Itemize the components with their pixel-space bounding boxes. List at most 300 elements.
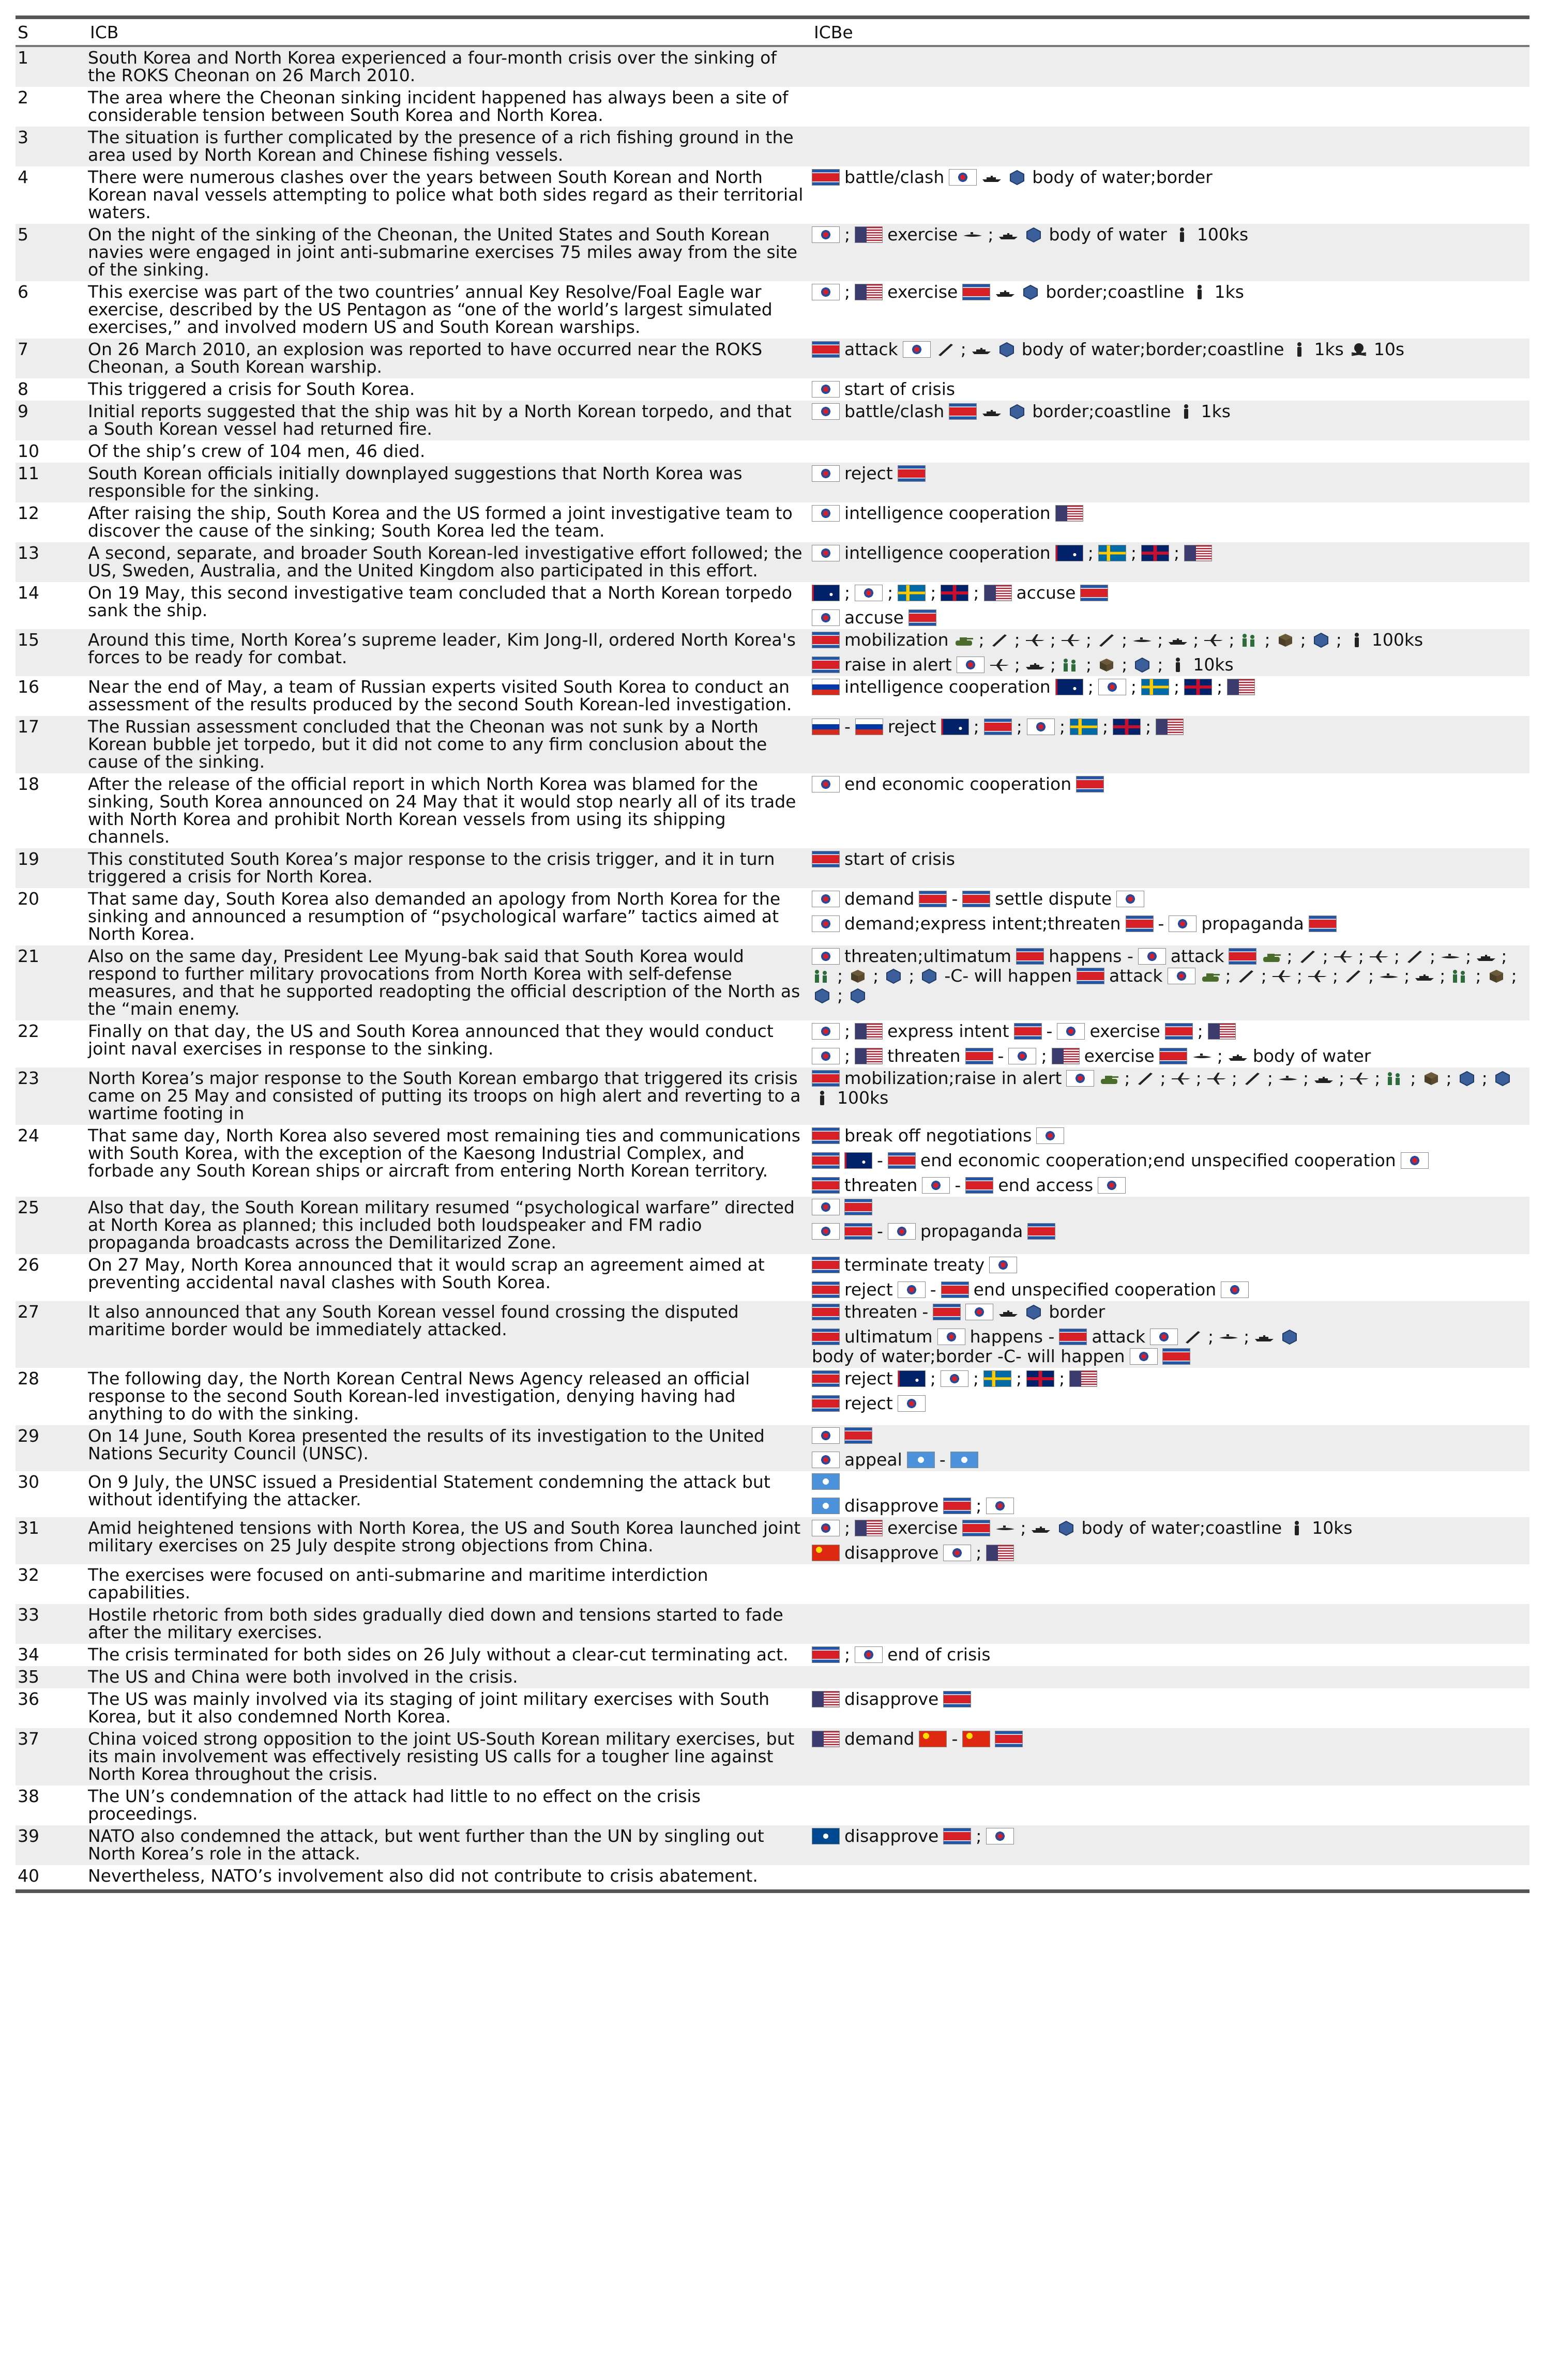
row-number: 30 <box>18 1472 39 1492</box>
table-row <box>16 224 1529 281</box>
south-korea-flag-icon <box>1116 891 1144 907</box>
north-korea-flag-icon <box>812 1070 840 1087</box>
ship-icon <box>1031 1520 1051 1536</box>
event-text: ; <box>1231 1068 1237 1088</box>
event-text: ; <box>973 716 979 737</box>
skull-icon <box>1349 342 1369 357</box>
event-text: demand;express intent;threaten <box>844 913 1121 934</box>
icb-text: That same day, North Korea also severed most remaining ties and communications with South Korea, with the exception of the Kaesong Industrial Complex, and forbade any South Korean ships or aircraft from entering North Korean territory. <box>88 1125 800 1181</box>
icbe-event <box>812 584 1529 602</box>
jet-icon <box>1025 632 1046 648</box>
event-text: end unspecified cooperation <box>973 1279 1217 1300</box>
icb-text: On the night of the sinking of the Cheonan, the United States and South Korean navies were engaged in joint anti-submarine exercises 75 miles away from the site of the sinking. <box>88 224 798 280</box>
event-text: - <box>997 1046 1004 1066</box>
jet-icon <box>1203 632 1224 648</box>
icbe-event <box>812 1451 1529 1469</box>
icbe-cell <box>812 1303 1529 1365</box>
icbe-event <box>812 226 1529 243</box>
event-text: ; <box>1261 966 1267 986</box>
icbe-cell <box>812 775 1529 846</box>
sweden-flag-icon <box>898 585 926 601</box>
event-text: ; <box>1122 630 1128 650</box>
event-text: ; <box>960 339 966 359</box>
table-row <box>16 1688 1529 1728</box>
event-text: ; <box>887 583 893 603</box>
north-korea-flag-icon <box>898 465 926 482</box>
event-text: reject <box>844 463 893 483</box>
south-korea-flag-icon <box>812 916 840 932</box>
event-text: ; <box>1244 1326 1250 1347</box>
north-korea-flag-icon <box>812 1281 840 1298</box>
icb-text: On 27 May, North Korea announced that it would scrap an agreement aimed at preventing accidental naval clashes with South Korea. <box>88 1255 765 1292</box>
event-text: ; <box>1124 1068 1130 1088</box>
us-flag-icon <box>855 284 883 300</box>
south-korea-flag-icon <box>937 1329 965 1345</box>
us-flag-icon <box>1227 679 1255 695</box>
row-number: 32 <box>18 1565 39 1585</box>
north-korea-flag-icon <box>962 1520 990 1536</box>
event-text: reject <box>844 1279 893 1300</box>
north-korea-flag-icon <box>1014 1023 1042 1040</box>
submarine-icon <box>1192 1048 1213 1064</box>
icbe-event <box>812 1690 1529 1708</box>
icbe-cell <box>812 1690 1529 1726</box>
icb-text: It also announced that any South Korean vessel found crossing the disputed maritime border would be immediately attacked. <box>88 1302 739 1339</box>
icbe-event <box>812 1177 1529 1194</box>
us-flag-icon <box>855 226 883 243</box>
south-korea-flag-icon <box>812 776 840 792</box>
event-text: ; <box>1322 946 1328 966</box>
sweden-flag-icon <box>1070 719 1098 735</box>
north-korea-flag-icon <box>941 1281 969 1298</box>
event-text: ; <box>1511 966 1517 986</box>
icb-text: Also that day, the South Korean military resumed “psychological warfare” directed at North Korea as planned; this included both loudspeaker and FM radio propaganda broadcasts across the Demilitarized Zone. <box>88 1197 795 1253</box>
event-text: happens - <box>1049 946 1133 966</box>
australia-flag-icon <box>898 1370 926 1387</box>
south-korea-flag-icon <box>1401 1152 1429 1169</box>
event-text: ; <box>1475 966 1481 986</box>
person-icon <box>1168 657 1188 673</box>
icb-text: This triggered a crisis for South Korea. <box>88 379 415 399</box>
south-korea-flag-icon <box>812 1199 840 1215</box>
row-number: 5 <box>18 224 28 245</box>
event-text: -C- will happen <box>944 966 1072 986</box>
table-body <box>16 47 1529 1887</box>
event-text: ; <box>1050 630 1056 650</box>
south-korea-flag-icon <box>812 1520 840 1536</box>
un-flag-icon <box>812 1473 840 1490</box>
icb-text: On 19 May, this second investigative team concluded that a North Korean torpedo sank the ship. <box>88 583 793 620</box>
south-korea-flag-icon <box>941 1370 968 1387</box>
submarine-icon <box>1132 632 1153 648</box>
submarine-icon <box>1278 1071 1298 1086</box>
ship-icon <box>1228 1048 1248 1064</box>
un-flag-icon <box>907 1452 935 1468</box>
icbe-cell <box>812 1730 1529 1783</box>
icbe-event <box>812 1646 1529 1664</box>
south-korea-flag-icon <box>1008 1048 1036 1064</box>
south-korea-flag-icon <box>812 891 840 907</box>
event-text: - <box>939 1450 946 1470</box>
uk-flag-icon <box>1141 545 1169 561</box>
person-icon <box>1286 1520 1307 1536</box>
south-korea-flag-icon <box>986 1498 1014 1514</box>
row-number: 34 <box>18 1644 39 1665</box>
event-text: reject <box>844 1393 893 1413</box>
row-number: 13 <box>18 543 39 563</box>
event-text: accuse <box>844 607 904 628</box>
jet-icon <box>1171 1071 1191 1086</box>
icbe-event <box>812 775 1529 793</box>
event-text: reject <box>887 716 936 737</box>
cube-icon <box>847 968 868 984</box>
event-text: - <box>877 1150 883 1170</box>
ship-icon <box>1254 1329 1275 1345</box>
person-icon <box>1189 284 1210 300</box>
event-text: ; <box>930 1368 936 1389</box>
event-text: ; <box>1157 654 1163 675</box>
us-flag-icon <box>812 1691 840 1707</box>
event-text: - <box>951 1729 958 1749</box>
south-korea-flag-icon <box>812 226 840 243</box>
ship-icon <box>995 284 1016 300</box>
north-korea-flag-icon <box>812 1152 840 1169</box>
row-number: 24 <box>18 1125 39 1146</box>
event-text: ; <box>1217 677 1223 697</box>
nato-flag-icon <box>812 1828 840 1844</box>
bottom-rule <box>16 1889 1529 1893</box>
event-text: ; <box>1374 1068 1381 1088</box>
terrain-icon <box>1492 1071 1513 1086</box>
missile-icon <box>1404 949 1425 964</box>
submarine-icon <box>962 227 983 242</box>
row-number: 17 <box>18 716 39 737</box>
north-korea-flag-icon <box>1027 1223 1055 1240</box>
icb-text: North Korea’s major response to the South Korean embargo that triggered its crisis came on 25 May and consisted of putting its troops on high alert and reverting to a wartime footing in <box>88 1068 801 1123</box>
event-text: body of water;border;coastline <box>1021 339 1284 359</box>
icbe-cell <box>812 1827 1529 1863</box>
icbe-cell <box>812 1427 1529 1469</box>
icb-text: The US and China were both involved in the crisis. <box>88 1667 518 1687</box>
tank-icon <box>1099 1071 1119 1086</box>
sweden-flag-icon <box>1141 679 1169 695</box>
event-text: ; <box>1041 1046 1047 1066</box>
event-text: propaganda <box>1201 913 1304 934</box>
event-text: ; <box>1016 1368 1022 1389</box>
event-text: ; <box>844 1021 851 1041</box>
icb-text: A second, separate, and broader South Korean-led investigative effort followed; the US, Sweden, Australia, and the United Kingdom also participated in this effort. <box>88 543 802 581</box>
icbe-event <box>812 678 1529 696</box>
event-text: attack <box>1109 966 1163 986</box>
icbe-cell <box>812 850 1529 886</box>
event-text: - <box>877 1221 883 1241</box>
event-text: ; <box>988 224 994 245</box>
event-text: appeal <box>844 1450 902 1470</box>
event-text: disapprove <box>844 1826 939 1846</box>
north-korea-flag-icon <box>1159 1048 1187 1064</box>
icb-text: Hostile rhetoric from both sides gradually died down and tensions started to fade after the military exercises. <box>88 1605 783 1642</box>
north-korea-flag-icon <box>1309 916 1337 932</box>
event-text: ; <box>844 282 851 302</box>
row-number: 15 <box>18 630 39 650</box>
event-text: propaganda <box>920 1221 1023 1241</box>
submarine-icon <box>1379 968 1399 984</box>
event-text: ; <box>1300 630 1306 650</box>
icb-text: NATO also condemned the attack, but went further than the UN by singling out North Korea’s role in the attack. <box>88 1826 764 1864</box>
icbe-event <box>812 1223 1529 1240</box>
north-korea-flag-icon <box>1059 1329 1087 1345</box>
north-korea-flag-icon <box>949 403 977 420</box>
event-text: break off negotiations <box>844 1125 1032 1146</box>
us-flag-icon <box>855 1520 883 1536</box>
row-number: 4 <box>18 167 28 187</box>
table-row <box>16 1125 1529 1197</box>
north-korea-flag-icon <box>812 1257 840 1273</box>
south-korea-flag-icon <box>1168 968 1195 984</box>
south-korea-flag-icon <box>1098 679 1126 695</box>
us-flag-icon <box>855 1048 883 1064</box>
icb-text: Initial reports suggested that the ship was hit by a North Korean torpedo, and that a South Korean vessel had returned fire. <box>88 401 792 439</box>
event-text: exercise <box>1084 1046 1155 1066</box>
event-text: intelligence cooperation <box>844 543 1051 563</box>
table-row <box>16 1604 1529 1644</box>
table-row <box>16 945 1529 1020</box>
row-number: 20 <box>18 889 39 909</box>
table-row <box>16 127 1529 166</box>
event-text: settle dispute <box>995 889 1112 909</box>
icbe-cell <box>812 341 1529 376</box>
event-text: disapprove <box>844 1543 939 1563</box>
tank-icon <box>953 632 974 648</box>
event-text: attack <box>844 339 898 359</box>
russia-flag-icon <box>855 719 883 735</box>
north-korea-flag-icon <box>812 657 840 673</box>
us-flag-icon <box>1052 1048 1080 1064</box>
icbe-event <box>812 1281 1529 1299</box>
table-row <box>16 629 1529 676</box>
south-korea-flag-icon <box>957 657 984 673</box>
us-flag-icon <box>812 1731 840 1747</box>
table-row <box>16 1825 1529 1865</box>
event-text: ; <box>908 966 915 986</box>
event-text: happens - <box>970 1326 1055 1347</box>
row-number: 37 <box>18 1729 39 1749</box>
missile-icon <box>1297 949 1318 964</box>
south-korea-flag-icon <box>812 609 840 626</box>
north-korea-flag-icon <box>812 851 840 867</box>
us-flag-icon <box>1055 505 1083 522</box>
event-text: ; <box>973 1368 979 1389</box>
ship-icon <box>998 227 1019 242</box>
china-flag-icon <box>919 1731 947 1747</box>
event-text: ; <box>1020 1518 1026 1538</box>
table-row <box>16 378 1529 401</box>
south-korea-flag-icon <box>1066 1070 1094 1087</box>
row-number: 21 <box>18 946 39 966</box>
table-row <box>16 1564 1529 1604</box>
icbe-cell <box>812 403 1529 438</box>
event-text: - <box>930 1279 936 1300</box>
un-flag-icon <box>812 1498 840 1514</box>
row-number: 28 <box>18 1368 39 1389</box>
event-text: exercise <box>1089 1021 1160 1041</box>
event-text: ; <box>1173 543 1180 563</box>
icb-text: On 9 July, the UNSC issued a Presidential Statement condemning the attack but without identifying the attacker. <box>88 1472 770 1509</box>
north-korea-flag-icon <box>812 1177 840 1194</box>
table-row <box>16 1728 1529 1786</box>
person-icon <box>1172 227 1192 242</box>
north-korea-flag-icon <box>933 1304 961 1320</box>
icb-text: Also on the same day, President Lee Myung-bak said that South Korea would respond to further military provocations from North Korea with self-defense measures, and that he supported readopting the official description of the North as the “main enemy. <box>88 946 800 1019</box>
row-number: 38 <box>18 1786 39 1806</box>
icbe-event <box>812 718 1529 736</box>
row-number: 16 <box>18 677 39 697</box>
event-text: ; <box>978 630 984 650</box>
event-text: ; <box>1059 716 1065 737</box>
event-text: 1ks <box>1314 339 1344 359</box>
row-number: 2 <box>18 87 28 108</box>
ship-icon <box>1025 657 1046 673</box>
icbe-cell <box>812 1199 1529 1252</box>
south-korea-flag-icon <box>812 505 840 522</box>
us-flag-icon <box>984 585 1012 601</box>
table-row <box>16 87 1529 127</box>
table-row <box>16 1786 1529 1825</box>
south-korea-flag-icon <box>965 1304 993 1320</box>
north-korea-flag-icon <box>919 891 947 907</box>
jet-icon <box>1349 1071 1370 1086</box>
terrain-icon <box>1020 284 1041 300</box>
event-text: end economic cooperation <box>844 774 1072 794</box>
icb-text: The following day, the North Korean Central News Agency released an official response to the second South Korean-led investigation, denying having had anything to do with the sinking. <box>88 1368 750 1424</box>
event-text: exercise <box>887 224 958 245</box>
south-korea-flag-icon <box>1057 1023 1085 1040</box>
event-text: end of crisis <box>887 1644 991 1665</box>
north-korea-flag-icon <box>908 609 936 626</box>
event-text: border <box>1049 1302 1105 1322</box>
icb-text: The Russian assessment concluded that the Cheonan was not sunk by a North Korean bubble jet torpedo, but it did not come to any firm conclusion about the cause of the sinking. <box>88 716 767 772</box>
icbe-event <box>812 631 1529 649</box>
event-text: ; <box>1465 946 1472 966</box>
north-korea-flag-icon <box>984 719 1012 735</box>
icbe-cell <box>812 129 1529 164</box>
row-number: 10 <box>18 441 39 461</box>
icbe-event <box>812 1070 1529 1107</box>
event-text: ; <box>1087 677 1094 697</box>
missile-icon <box>1135 1071 1156 1086</box>
north-korea-flag-icon <box>1080 585 1108 601</box>
table-row <box>16 1517 1529 1564</box>
event-text: battle/clash <box>844 167 945 187</box>
us-flag-icon <box>1069 1370 1097 1387</box>
event-text: ; <box>930 583 936 603</box>
terrain-icon <box>1023 1304 1044 1320</box>
icbe-event <box>812 1047 1529 1065</box>
ship-icon <box>981 170 1002 185</box>
event-text: ; <box>1014 630 1020 650</box>
icbe-event <box>812 1473 1529 1490</box>
icb-text: China voiced strong opposition to the joint US-South Korean military exercises, but its main involvement was effectively resisting US calls for a tougher line against North Korea throughout the crisis. <box>88 1729 795 1784</box>
icb-text: The situation is further complicated by the presence of a rich fishing ground in the area used by North Korean and Chinese fishing vessels. <box>88 127 794 165</box>
event-text: 10ks <box>1193 654 1234 675</box>
icbe-event <box>812 1256 1529 1274</box>
event-text: ; <box>1050 654 1056 675</box>
north-korea-flag-icon <box>812 1370 840 1387</box>
event-text: attack <box>1170 946 1224 966</box>
icbe-cell <box>812 1668 1529 1686</box>
missile-icon <box>935 342 956 357</box>
south-korea-flag-icon <box>1036 1127 1064 1144</box>
event-text: ; <box>1286 946 1293 966</box>
event-text: threaten <box>887 1046 961 1066</box>
north-korea-flag-icon <box>812 169 840 186</box>
icbe-cell <box>812 1023 1529 1065</box>
icb-text: South Korean officials initially downplayed suggestions that North Korea was responsible for the sinking. <box>88 463 743 501</box>
uk-flag-icon <box>1026 1370 1054 1387</box>
event-text: ; <box>1225 966 1231 986</box>
terrain-icon <box>1056 1520 1077 1536</box>
icbe-event <box>812 1427 1529 1444</box>
event-text: ; <box>1358 946 1364 966</box>
event-text: ; <box>1016 716 1022 737</box>
terrain-icon <box>847 988 868 1003</box>
us-flag-icon <box>986 1545 1014 1561</box>
icbe-cell <box>812 948 1529 1018</box>
row-number: 6 <box>18 282 28 302</box>
south-korea-flag-icon <box>986 1828 1014 1844</box>
icbe-cell <box>812 1606 1529 1641</box>
event-text: ; <box>1193 630 1199 650</box>
icbe-cell <box>812 505 1529 540</box>
icbe-cell <box>812 544 1529 579</box>
event-text: exercise <box>887 1518 958 1538</box>
sweden-flag-icon <box>983 1370 1011 1387</box>
north-korea-flag-icon <box>962 891 990 907</box>
us-flag-icon <box>1208 1023 1236 1040</box>
table-row <box>16 1254 1529 1301</box>
soldiers-icon <box>1239 632 1260 648</box>
icbe-event <box>812 850 1529 868</box>
event-text: mobilization <box>844 630 949 650</box>
row-number: 27 <box>18 1302 39 1322</box>
icbe-cell <box>812 226 1529 279</box>
event-text: exercise <box>887 282 958 302</box>
north-korea-flag-icon <box>844 1199 872 1215</box>
icbe-cell <box>812 49 1529 84</box>
jet-icon <box>989 657 1010 673</box>
event-text: ; <box>1197 1021 1203 1041</box>
south-korea-flag-icon <box>922 1177 950 1194</box>
north-korea-flag-icon <box>1076 776 1104 792</box>
event-text: ; <box>1501 946 1507 966</box>
event-text: ; <box>1296 966 1302 986</box>
event-text: express intent <box>887 1021 1009 1041</box>
south-korea-flag-icon <box>903 341 931 358</box>
event-text: - <box>922 1302 929 1322</box>
row-number: 19 <box>18 849 39 869</box>
south-korea-flag-icon <box>1150 1329 1178 1345</box>
event-text: ; <box>1014 654 1020 675</box>
event-text: start of crisis <box>844 379 956 399</box>
terrain-icon <box>919 968 940 984</box>
north-korea-flag-icon <box>812 1304 840 1320</box>
event-text: ultimatum <box>844 1326 933 1347</box>
header-icb: ICB <box>90 22 119 42</box>
north-korea-flag-icon <box>943 1498 971 1514</box>
north-korea-flag-icon <box>962 284 990 300</box>
icbe-cell <box>812 1788 1529 1823</box>
icbe-event <box>812 948 1529 1004</box>
